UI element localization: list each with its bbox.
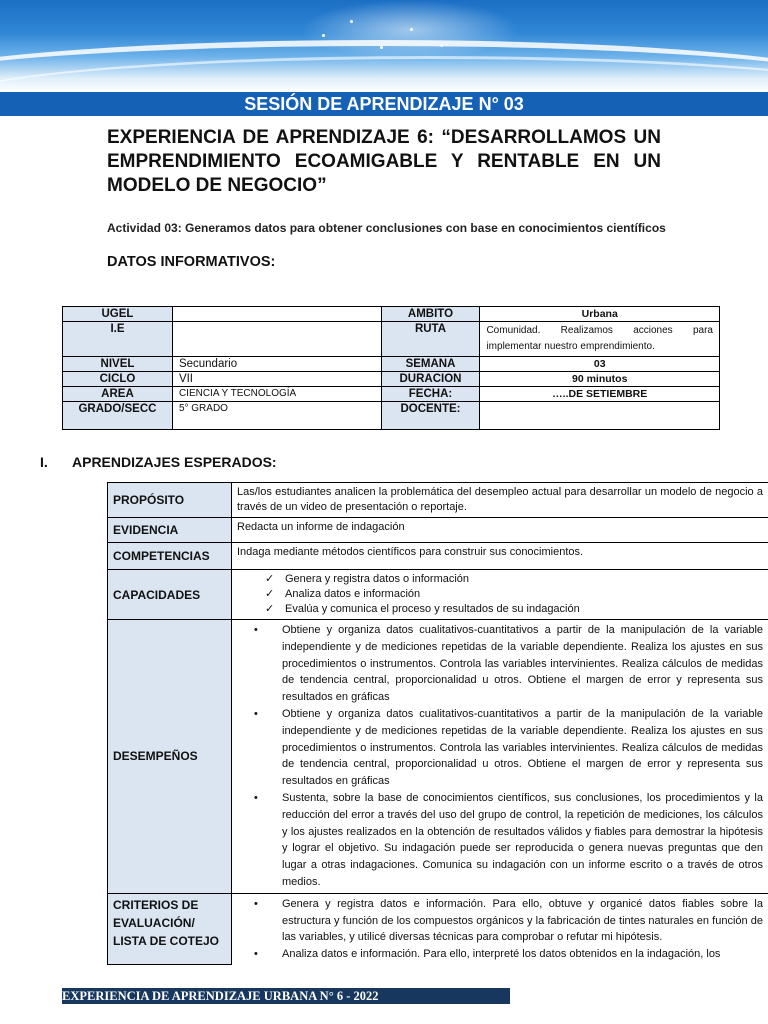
footer-text: EXPERIENCIA DE APRENDIZAJE URBANA N° 6 - 2022 [62, 989, 379, 1003]
criterios-label: CRITERIOS DE EVALUACIÓN/ LISTA DE COTEJO [108, 893, 232, 965]
list-item: • Obtiene y organiza datos cualitativos-cuantitativos a partir de la manipulación de la variable independiente y de mediciones repetidas de la variable dependiente. Realiza los ajustes en sus procedimientos o instrumentos. Controla las variables intervinientes. Realiza cálculos de medidas de tendencia central, proporcionalidad u otros. Obtiene el margen de error y representa sus resultados en gráficas [254, 707, 763, 788]
activity-title: Actividad 03: Generamos datos para obtener conclusiones con base en conocimientos científicos [107, 221, 666, 235]
datos-informativos-heading: DATOS INFORMATIVOS: [107, 254, 276, 270]
table-row [108, 483, 768, 518]
ciclo-label: CICLO [63, 372, 173, 387]
ciclo-value: VII [172, 372, 381, 387]
bullet-icon: • [254, 624, 258, 636]
ambito-value: Urbana [480, 307, 720, 322]
ambito-label: AMBITO [381, 307, 480, 322]
criterios-list [237, 896, 763, 963]
table-row [63, 402, 720, 430]
list-item: • Obtiene y organiza datos cualitativos-cuantitativos a partir de la manipulación de la variable independiente y de mediciones repetidas de la variable dependiente. Realiza los ajustes en sus procedimientos o instrumentos. Controla las variables intervinientes. Realiza cálculos de medidas de tendencia central, proporcionalidad u otros. Obtiene el margen de error y representa sus resultados en gráficas [254, 624, 763, 704]
duracion-value: 90 minutos [480, 372, 720, 387]
bullet-icon: • [254, 897, 258, 910]
table-row [63, 357, 720, 372]
bullet-icon: • [254, 707, 258, 720]
desempenos-label: DESEMPEÑOS [108, 620, 232, 894]
evidencia-label: EVIDENCIA [108, 518, 232, 543]
experience-title: EXPERIENCIA DE APRENDIZAJE 6: “DESARROLLAMOS UN EMPRENDIMIENTO ECOAMIGABLE Y RENTABLE EN UN MODELO DE NEGOCIO” [107, 127, 661, 196]
grado-label: GRADO/SECC [63, 402, 173, 430]
area-label: AREA [63, 387, 173, 402]
proposito-label: PROPÓSITO [108, 483, 232, 518]
semana-value: 03 [480, 357, 720, 372]
competencias-label: COMPETENCIAS [108, 543, 232, 570]
ugel-label: UGEL [63, 307, 173, 322]
fecha-label: FECHA: [381, 387, 480, 402]
table-row [63, 322, 720, 357]
check-icon: ✓ [265, 588, 275, 600]
competencias-text: Indaga mediante métodos científicos para construir sus conocimientos. [232, 543, 768, 570]
ruta-value: Comunidad. Realizamos acciones para implementar nuestro emprendimiento. [480, 322, 720, 357]
list-item: • Analiza datos e información. Para ello, interpreté los datos obtenidos en la indagación, los [237, 946, 763, 963]
list-item: ✓ Genera y registra datos o información [265, 573, 470, 585]
table-row [63, 307, 720, 322]
nivel-value: Secundario [172, 357, 381, 372]
list-item: ✓ Analiza datos e información [265, 588, 421, 600]
ie-value [172, 322, 381, 357]
desempenos-list [237, 622, 763, 891]
session-title: SESIÓN DE APRENDIZAJE N° 03 [244, 94, 524, 114]
area-value: CIENCIA Y TECNOLOGÍA [172, 387, 381, 402]
table-row [108, 543, 768, 570]
docente-label: DOCENTE: [381, 402, 480, 430]
table-row [63, 372, 720, 387]
table-row [108, 620, 768, 894]
ie-label: I.E [63, 322, 173, 357]
header-banner [0, 0, 768, 92]
table-row [63, 387, 720, 402]
section-title: APRENDIZAJES ESPERADOS: [72, 454, 277, 470]
grado-value: 5° GRADO [172, 402, 381, 430]
duracion-label: DURACION [381, 372, 480, 387]
check-icon: ✓ [265, 573, 275, 585]
evidencia-text: Redacta un informe de indagación [232, 518, 768, 543]
semana-label: SEMANA [381, 357, 480, 372]
capacidades-list [237, 572, 763, 617]
section-heading [40, 454, 277, 470]
list-item: • Genera y registra datos e información. Para ello, obtuve y organicé datos fiables sobre la estructura y función de los compuestos orgánicos y la fabricación de tintes naturales en función de las variables, y utilicé diversas técnicas para comprobar o refutar mi hipótesis. [254, 897, 763, 944]
table-row [108, 570, 768, 620]
aprendizajes-table [107, 482, 768, 965]
bullet-icon: • [254, 948, 258, 961]
section-number: I. [40, 454, 48, 470]
bullet-icon: • [254, 791, 258, 804]
ugel-value [172, 307, 381, 322]
docente-value [480, 402, 720, 430]
list-item: ✓ Evalúa y comunica el proceso y resultados de su indagación [265, 603, 580, 615]
capacidades-label: CAPACIDADES [108, 570, 232, 620]
ruta-label: RUTA [381, 322, 480, 357]
fecha-value: …..DE SETIEMBRE [480, 387, 720, 402]
table-row [108, 893, 768, 965]
list-item: • Sustenta, sobre la base de conocimientos científicos, sus conclusiones, los procedimientos y la reducción del error a través del uso del grupo de control, la repetición de mediciones, los cálculos y los ajustes realizados en la obtención de resultados válidos y fiables para demostrar la hipótesis y lograr el objetivo. Su indagación puede ser reproducida o genera nuevas preguntas que den lugar a otras indagaciones. Comunica su indagación con un informe escrito o a través de otros medios. [254, 791, 763, 888]
table-row [108, 518, 768, 543]
info-table [62, 306, 720, 430]
nivel-label: NIVEL [63, 357, 173, 372]
check-icon: ✓ [265, 603, 275, 615]
proposito-text: Las/los estudiantes analicen la problemática del desempleo actual para desarrollar un modelo de negocio a través de un video de presentación o reportaje. [232, 483, 768, 518]
